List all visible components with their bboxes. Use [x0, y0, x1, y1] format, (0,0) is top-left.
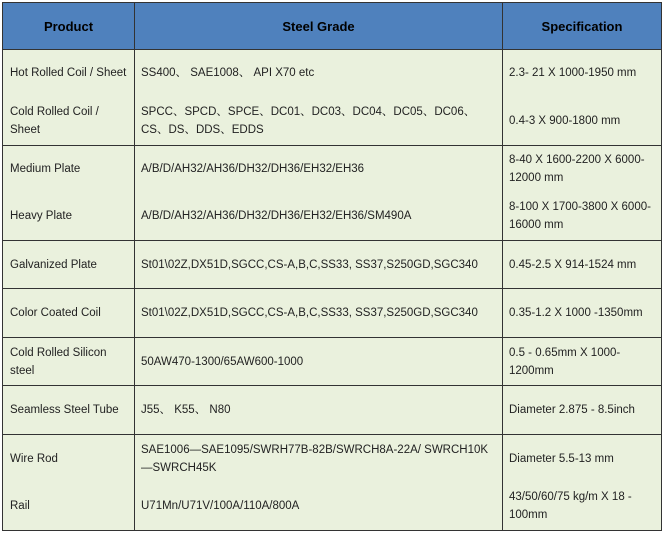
spec-cell: 8-100 X 1700-3800 X 6000-16000 mm — [503, 193, 662, 241]
product-cell: Cold Rolled Coil / Sheet — [3, 97, 135, 146]
product-cell: Cold Rolled Silicon steel — [3, 338, 135, 386]
spec-cell: 0.5 - 0.65mm X 1000-1200mm — [503, 338, 662, 386]
header-specification: Specification — [503, 3, 662, 50]
table-row — [3, 241, 662, 289]
table-row — [3, 435, 662, 483]
grade-cell: J55、 K55、 N80 — [135, 386, 503, 435]
grade-cell: St01\02Z,DX51D,SGCC,CS-A,B,C,SS33, SS37,S250GD,SGC340 — [135, 241, 503, 289]
spec-cell: Diameter 5.5-13 mm — [503, 435, 662, 483]
table-row — [3, 483, 662, 531]
header-steel-grade: Steel Grade — [135, 3, 503, 50]
spec-cell: 43/50/60/75 kg/m X 18 - 100mm — [503, 483, 662, 531]
table-row — [3, 289, 662, 338]
grade-cell: 50AW470-1300/65AW600-1000 — [135, 338, 503, 386]
steel-products-table — [2, 2, 662, 531]
grade-cell: U71Mn/U71V/100A/110A/800A — [135, 483, 503, 531]
product-cell: Heavy Plate — [3, 193, 135, 241]
table-row — [3, 386, 662, 435]
product-cell: Hot Rolled Coil / Sheet — [3, 50, 135, 97]
spec-cell: 8-40 X 1600-2200 X 6000-12000 mm — [503, 146, 662, 193]
product-cell: Rail — [3, 483, 135, 531]
product-cell: Galvanized Plate — [3, 241, 135, 289]
table-row — [3, 146, 662, 193]
grade-cell: A/B/D/AH32/AH36/DH32/DH36/EH32/EH36 — [135, 146, 503, 193]
product-cell: Color Coated Coil — [3, 289, 135, 338]
table-row — [3, 50, 662, 97]
table-row — [3, 338, 662, 386]
header-product: Product — [3, 3, 135, 50]
table-row — [3, 97, 662, 146]
spec-cell: 0.4-3 X 900-1800 mm — [503, 97, 662, 146]
spec-cell: Diameter 2.875 - 8.5inch — [503, 386, 662, 435]
table-header-row — [3, 3, 662, 50]
grade-cell: A/B/D/AH32/AH36/DH32/DH36/EH32/EH36/SM490A — [135, 193, 503, 241]
product-cell: Seamless Steel Tube — [3, 386, 135, 435]
table-row — [3, 193, 662, 241]
spec-cell: 0.45-2.5 X 914-1524 mm — [503, 241, 662, 289]
product-cell: Medium Plate — [3, 146, 135, 193]
grade-cell: SAE1006—SAE1095/SWRH77B-82B/SWRCH8A-22A/ SWRCH10K—SWRCH45K — [135, 435, 503, 483]
grade-cell: St01\02Z,DX51D,SGCC,CS-A,B,C,SS33, SS37,S250GD,SGC340 — [135, 289, 503, 338]
product-cell: Wire Rod — [3, 435, 135, 483]
grade-cell: SS400、 SAE1008、 API X70 etc — [135, 50, 503, 97]
spec-cell: 0.35-1.2 X 1000 -1350mm — [503, 289, 662, 338]
spec-cell: 2.3- 21 X 1000-1950 mm — [503, 50, 662, 97]
grade-cell: SPCC、SPCD、SPCE、DC01、DC03、DC04、DC05、DC06、CS、DS、DDS、EDDS — [135, 97, 503, 146]
